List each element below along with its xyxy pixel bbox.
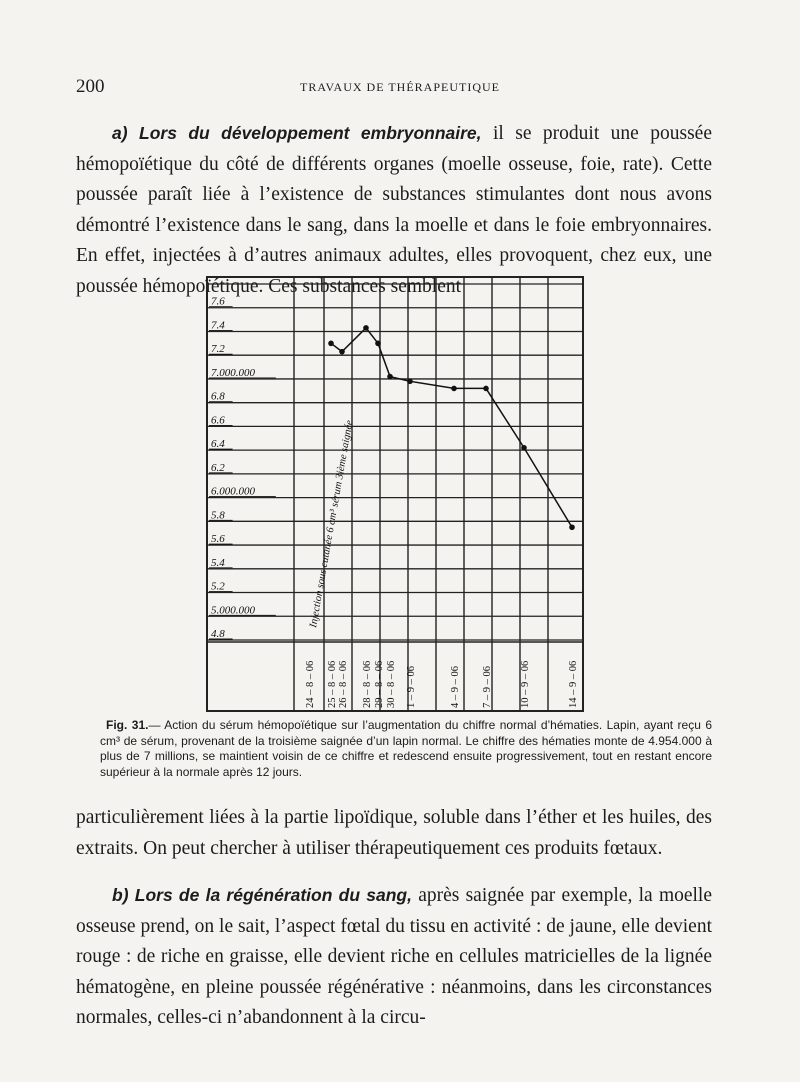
y-tick-label: 5.6 [211, 533, 225, 546]
paragraph-a-heading: Lors du développement embryonnaire, [139, 123, 482, 143]
x-date-label: 24 – 8 – 06 [305, 660, 316, 708]
chart-svg [206, 276, 584, 712]
data-point [328, 341, 334, 347]
figure-caption-text: — Action du sérum hémopoïétique sur l’augmentation du chiffre normal d’hématies. Lapin, ayant reçu 6 cm³ de sérum, provenant de la troisième saignée d’un lapin normal. Le chiffre des hématies monte de 4.954.000 à plus de 7 millions, se maintient voisin de ce chiffre et redescend ensuite progressivement, tout en restant encore supérieur à la normale après 12 jours. [100, 718, 713, 779]
data-point [387, 374, 393, 380]
data-point [407, 379, 413, 385]
y-tick-label: 7.000.000 [211, 366, 255, 379]
y-tick-label: 5.4 [211, 556, 225, 569]
y-tick-label: 5.2 [211, 580, 225, 593]
data-point [483, 386, 489, 392]
paragraph-a-text: il se produit une poussée hémopoïétique du côté de différents organes (moelle osseuse, foie, rate). Cette poussée paraît liée à l’existence de substances stimulantes dont nous avons démontré l’existence dans le sang, dans la moelle et dans le foie embryonnaires. En effet, injectées à d’autres animaux adultes, elles provoquent, chez eux, une poussée hémopoïétique. Ces substances semblent [76, 123, 712, 297]
data-point [375, 341, 381, 347]
y-tick-label: 4.8 [211, 628, 225, 640]
y-tick-label: 6.2 [211, 461, 225, 474]
figure-31-chart [206, 276, 584, 712]
y-tick-label: 6.8 [211, 390, 225, 403]
figure-caption [100, 718, 712, 780]
paragraph-b-label: b) [112, 885, 129, 905]
data-point [363, 325, 369, 331]
paragraph-b-heading: Lors de la régénération du sang, [134, 885, 412, 905]
running-title: TRAVAUX DE THÉRAPEUTIQUE [299, 80, 500, 94]
x-date-label: 14 – 9 – 06 [568, 660, 579, 708]
y-tick-label: 7.2 [211, 343, 225, 356]
paragraph-a [76, 118, 712, 302]
x-date-label: 29 – 8 – 06 [374, 660, 385, 708]
y-tick-label: 5.000.000 [211, 604, 255, 617]
x-date-label: 28 – 8 – 06 [362, 660, 373, 708]
x-date-label: 4 – 9 – 06 [450, 666, 461, 708]
y-tick-label: 7.6 [211, 295, 225, 308]
figure-caption-label: Fig. 31. [106, 718, 149, 732]
x-date-label: 30 – 8 – 06 [386, 660, 397, 708]
data-point [451, 386, 457, 392]
paragraph-a-label: a) [112, 123, 128, 143]
x-date-label: 25 – 8 – 06 [327, 660, 338, 708]
paragraph-b [76, 880, 712, 1034]
chart-frame [207, 277, 583, 711]
paragraph-b-text: après saignée par exemple, la moelle osseuse prend, on le sait, l’aspect fœtal du tissu en activité : de jaune, elle devient rouge : de riche en graisse, elle devient riche en cellules matricielles de la lignée hématogène, en pleine poussée régénérative : néanmoins, dans les circonstances normales, celles-ci n’abandonnent à la circu- [76, 885, 713, 1028]
x-date-label: 7 – 9 – 06 [482, 666, 493, 708]
y-tick-label: 5.8 [211, 509, 225, 522]
page-header [76, 76, 724, 102]
data-point [569, 524, 575, 530]
page-number: 200 [76, 76, 105, 97]
data-point [521, 445, 527, 451]
y-tick-label: 6.4 [211, 438, 225, 451]
y-tick-label: 6.6 [211, 414, 225, 427]
x-date-label: 1 – 9 – 06 [406, 666, 417, 708]
x-date-label: 26 – 8 – 06 [338, 660, 349, 708]
y-tick-label: 7.4 [211, 319, 225, 332]
paragraph-continued: particulièrement liées à la partie lipoïdique, soluble dans l’éther et les huiles, des extraits. On peut chercher à utiliser thérapeutiquement ces produits fœtaux. [76, 807, 712, 859]
y-tick-label: 6.000.000 [211, 485, 255, 498]
injection-annotation: Injection sous cutanée 6 cm³ sérum 3ième saignée [308, 419, 356, 629]
x-date-label: 10 – 9 – 06 [520, 660, 531, 708]
data-point [339, 349, 345, 355]
